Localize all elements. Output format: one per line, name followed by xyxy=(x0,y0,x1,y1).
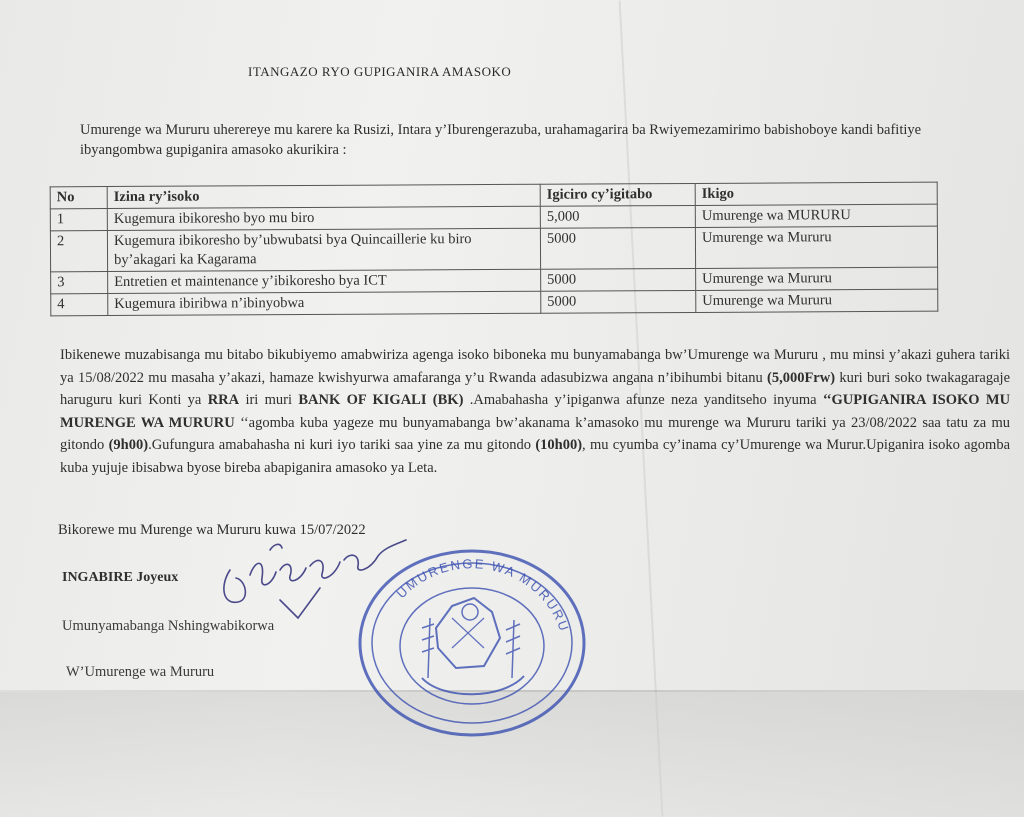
cell-name: Kugemura ibikoresho by’ubwubatsi bya Quincaillerie ku biro by’akagari ka Kagarama xyxy=(107,228,540,271)
body-part-6: .Gufungura amabahasha ni kuri iyo tariki saa yine za mu gitondo xyxy=(148,437,532,453)
cell-price: 5000 xyxy=(541,268,696,291)
body-part-7: , mu cyumba cy’inama cy’Umurenge wa Murur.Upiganira isoko agomba kuba yujuje ibisabwa byose bireba abapiganira amasoko ya Leta. xyxy=(60,437,1011,476)
signer-role: Umunyamabanga Nshingwabikorwa xyxy=(62,618,275,634)
intro-paragraph: Umurenge wa Mururu uherereye mu karere ka Rusizi, Intara y’Iburengerazuba, urahamagarira ba Rwiyemezamirimo babishoboye kandi bafitiye ibyangombwa gupiganira amasoko akurikira : xyxy=(80,122,922,158)
table-row xyxy=(50,226,937,272)
signer-organization: W’Umurenge wa Mururu xyxy=(66,664,215,680)
cell-name: Kugemura ibikoresho byo mu biro xyxy=(107,206,540,230)
tender-table xyxy=(50,182,939,317)
cell-entity: Umurenge wa Mururu xyxy=(695,226,937,268)
body-part-3: iri muri xyxy=(245,392,293,408)
header-name: Izina ry’isoko xyxy=(107,184,540,208)
document-title: ITANGAZO RYO GUPIGANIRA AMASOKO xyxy=(248,64,512,79)
stamp-ring-text: UMURENGE WA MURURU xyxy=(393,556,573,635)
account-rra: RRA xyxy=(207,392,240,408)
body-part-4: .Amabahasha y’ipiganwa afunze neza yanditseho inyuma xyxy=(469,392,817,408)
cell-name: Entretien et maintenance y’ibikoresho bya ICT xyxy=(108,269,541,293)
cell-price: 5000 xyxy=(541,290,696,313)
body-part-5: ‘‘agomba kuba yageze mu bunyamabanga bw’akanama k’amasoko mu murenge wa Mururu tariki ya 23/08/2022 saa tatu za mu gitondo xyxy=(60,414,1010,453)
official-stamp xyxy=(352,528,592,738)
table-row xyxy=(51,289,938,316)
signoff-date-line: Bikorewe mu Murenge wa Mururu kuwa 15/07/2022 xyxy=(58,522,366,538)
opening-time: (10h00) xyxy=(535,437,583,453)
cell-entity: Umurenge wa Mururu xyxy=(696,267,938,290)
header-price: Igiciro cy’igitabo xyxy=(540,183,695,206)
cell-no: 2 xyxy=(50,231,107,272)
cell-no: 3 xyxy=(51,272,108,294)
cell-price: 5,000 xyxy=(540,205,695,228)
deadline-time: (9h00) xyxy=(108,437,149,453)
body-part-2: kuri buri soko twakagaragaje haruguru kuri Konti ya xyxy=(60,369,1011,408)
cell-no: 4 xyxy=(51,294,108,316)
bank-name: BANK OF KIGALI (BK) xyxy=(298,392,464,408)
fee-amount: (5,000Frw) xyxy=(767,369,836,386)
body-paragraph xyxy=(60,344,1010,479)
body-part-1: Ibikenewe muzabisanga mu bitabo bikubiyemo amabwiriza agenga isoko biboneka mu bunyamabanga bw’Umurenge wa Mururu , mu minsi y’akazi guhera tariki ya 15/08/2022 mu masaha y’akazi, hamaze kwishyurwa amafaranga y’u Rwanda adasubizwa angana n’ibihumbi bitanu xyxy=(60,347,1010,386)
cell-no: 1 xyxy=(50,209,107,231)
cell-entity: Umurenge wa Mururu xyxy=(696,289,938,312)
cell-entity: Umurenge wa MURURU xyxy=(695,204,937,227)
envelope-label: ‘‘GUPIGANIRA ISOKO MU MURENGE WA MURURU xyxy=(60,392,1011,431)
header-entity: Ikigo xyxy=(695,182,937,205)
cell-name: Kugemura ibiribwa n’ibinyobwa xyxy=(108,291,541,315)
signer-name: INGABIRE Joyeux xyxy=(62,570,179,585)
header-no: No xyxy=(50,187,107,209)
cell-price: 5000 xyxy=(540,227,695,269)
